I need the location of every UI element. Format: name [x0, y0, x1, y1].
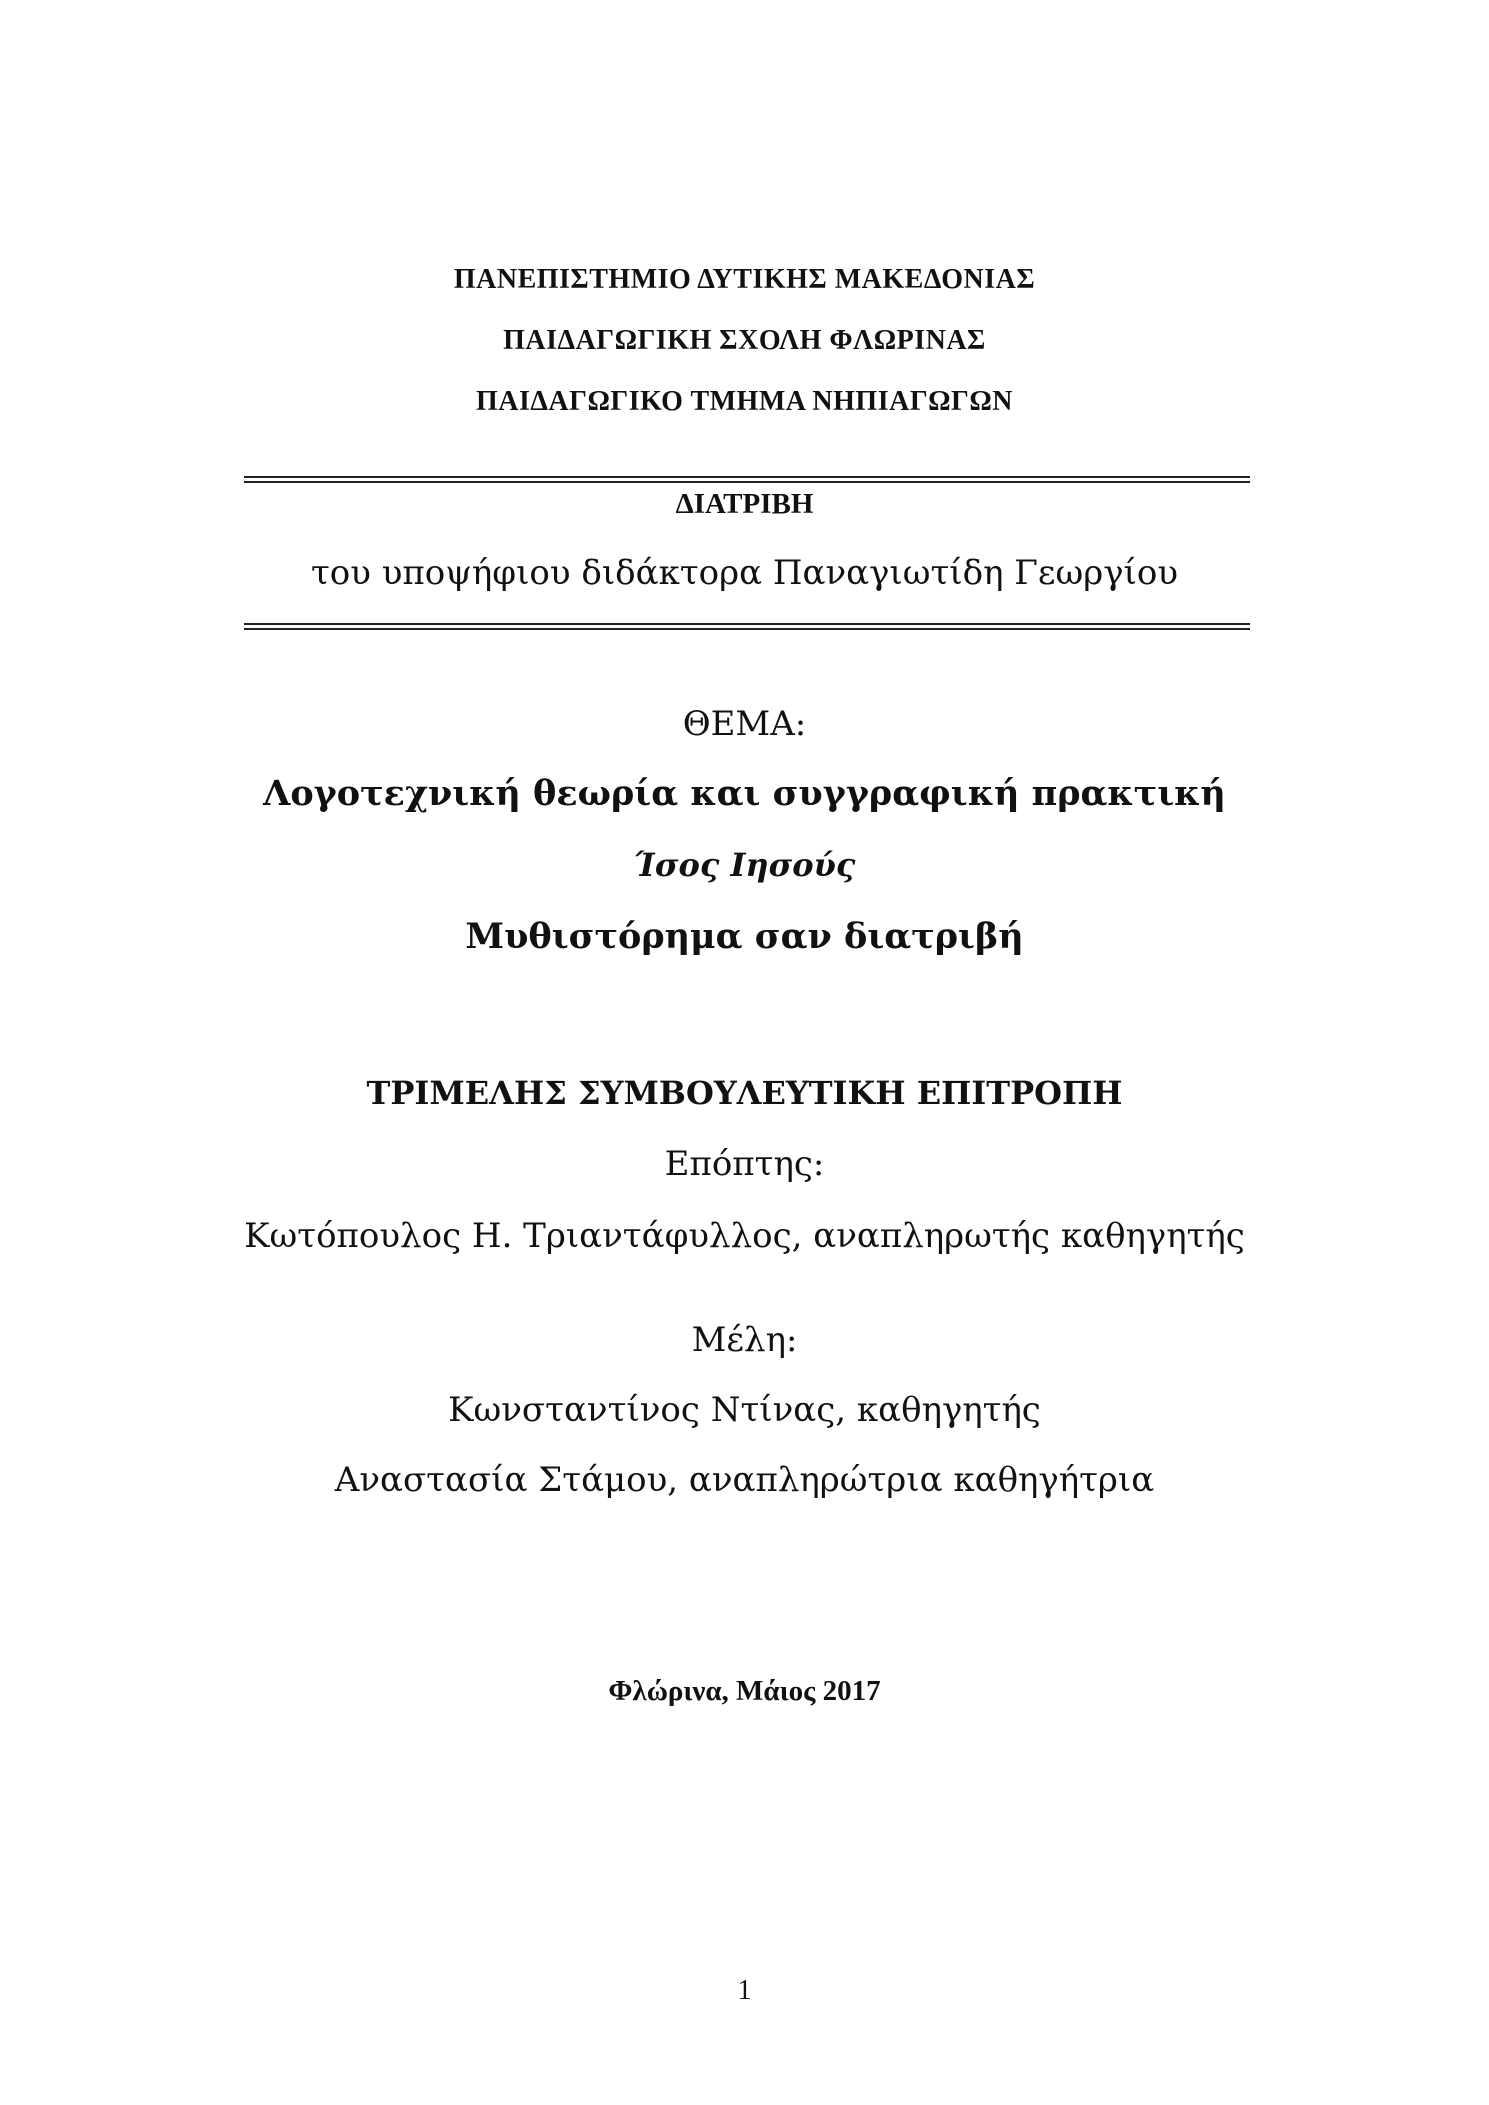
- page-number: 1: [737, 1975, 752, 2006]
- topic-title-line3: Μυθιστόρημα σαν διατριβή: [465, 916, 1024, 957]
- top-double-rule: [244, 476, 1250, 483]
- bottom-double-rule: [244, 623, 1250, 630]
- supervisor-name: Κωτόπουλος Η. Τριαντάφυλλος, αναπληρωτής καθηγητής: [244, 1216, 1245, 1256]
- supervisor-label: Επόπτης:: [664, 1144, 825, 1184]
- committee-member: Αναστασία Στάμου, αναπληρώτρια καθηγήτρια: [334, 1460, 1155, 1500]
- university-name: ΠΑΝΕΠΙΣΤΗΜΙΟ ΔΥΤΙΚΗΣ ΜΑΚΕΔΟΝΙΑΣ: [453, 264, 1036, 295]
- department-name: ΠΑΙΔΑΓΩΓΙΚΟ ΤΜΗΜΑ ΝΗΠΙΑΓΩΓΩΝ: [475, 386, 1014, 417]
- author-line: του υποψήφιου διδάκτορα Παναγιωτίδη Γεωργίου: [311, 553, 1178, 593]
- topic-label: ΘΕΜΑ:: [682, 704, 807, 744]
- members-label: Μέλη:: [691, 1320, 798, 1360]
- committee-member: Κωνσταντίνος Ντίνας, καθηγητής: [448, 1390, 1041, 1430]
- topic-title-line2: Ίσος Ιησούς: [633, 846, 856, 884]
- document-type: ΔΙΑΤΡΙΒΗ: [675, 488, 814, 520]
- school-name: ΠΑΙΔΑΓΩΓΙΚΗ ΣΧΟΛΗ ΦΛΩΡΙΝΑΣ: [503, 325, 986, 356]
- topic-title-line1: Λογοτεχνική θεωρία και συγγραφική πρακτική: [263, 773, 1226, 814]
- place-date: Φλώρινα, Μάιος 2017: [608, 1675, 881, 1707]
- committee-heading: ΤΡΙΜΕΛΗΣ ΣΥΜΒΟΥΛΕΥΤΙΚΗ ΕΠΙΤΡΟΠΗ: [366, 1074, 1123, 1112]
